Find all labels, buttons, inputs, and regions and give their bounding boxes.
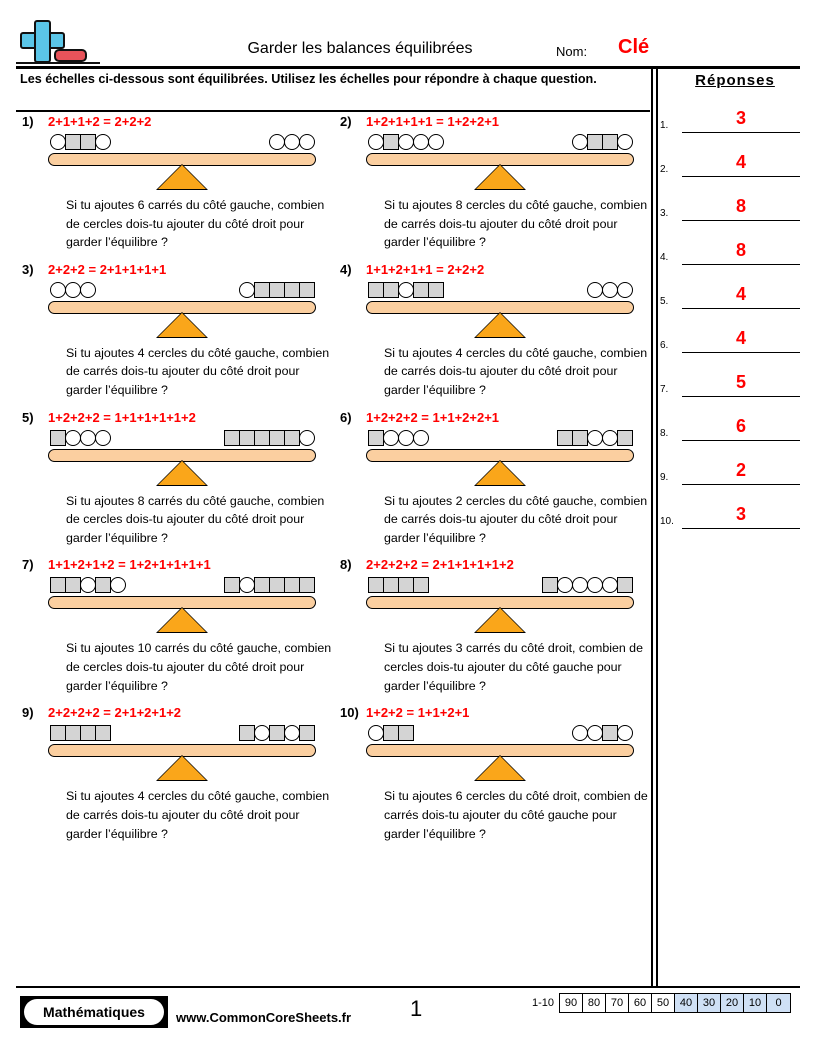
problem-equation: 2+2+2+2 = 2+1+1+1+1+2 <box>366 557 514 573</box>
answer-row <box>660 265 810 309</box>
token-square <box>299 577 315 593</box>
token-square <box>254 430 270 446</box>
fulcrum-icon <box>476 165 524 189</box>
token-circle <box>398 430 414 446</box>
scale-left-tokens <box>50 430 110 446</box>
token-circle <box>239 282 255 298</box>
token-square <box>65 725 81 741</box>
token-square <box>269 725 285 741</box>
token-square <box>239 430 255 446</box>
token-circle <box>602 430 618 446</box>
page-header <box>0 0 816 68</box>
problem-number: 3) <box>22 261 34 277</box>
balance-scale <box>366 725 634 783</box>
problem-equation: 1+2+1+1+1 = 1+2+2+1 <box>366 114 500 129</box>
token-square <box>224 577 240 593</box>
answer-blank-line <box>682 528 800 530</box>
token-square <box>572 430 588 446</box>
fulcrum-icon <box>158 165 206 189</box>
problem-question: Si tu ajoutes 10 carrés du côté gauche, combien de cercles dois-tu ajouter du côté droit pour garder l’équilibre ? <box>66 641 332 693</box>
problem-equation: 1+1+2+1+2 = 1+2+1+1+1+1 <box>48 557 211 573</box>
token-square <box>50 577 66 593</box>
problem-header <box>340 114 652 134</box>
answer-value: 3 <box>735 504 746 524</box>
token-square <box>284 430 300 446</box>
token-square <box>398 577 414 593</box>
site-url: www.CommonCoreSheets.fr <box>176 1010 352 1025</box>
token-circle <box>587 430 603 446</box>
problem <box>334 705 652 843</box>
answer-number: 1. <box>660 120 669 131</box>
token-square <box>269 430 285 446</box>
scale-right-tokens <box>587 282 632 298</box>
token-square <box>299 725 315 741</box>
footer-divider <box>16 986 800 988</box>
token-circle <box>368 725 384 741</box>
scale-right-tokens <box>572 725 632 741</box>
token-square <box>383 577 399 593</box>
token-square <box>602 725 618 741</box>
token-circle <box>254 725 270 741</box>
answer-value: 8 <box>735 240 746 260</box>
problem-row <box>16 262 652 410</box>
scale-right-tokens <box>542 577 632 593</box>
problem-number: 1) <box>22 114 34 129</box>
token-circle <box>239 577 255 593</box>
problem <box>16 557 334 695</box>
score-scale-cell: 50 <box>652 994 675 1012</box>
fulcrum-icon <box>158 461 206 485</box>
token-circle <box>80 282 96 298</box>
answer-number: 7. <box>660 384 669 395</box>
problem-header <box>22 410 334 430</box>
problem-equation: 1+2+2 = 1+1+2+1 <box>366 705 470 721</box>
answer-number: 4. <box>660 252 669 263</box>
problem-question: Si tu ajoutes 4 cercles du côté gauche, combien de carrés dois-tu ajouter du côté droit pour garder l’équilibre ? <box>66 345 330 398</box>
page-number: 1 <box>410 996 423 1021</box>
token-square <box>254 282 270 298</box>
answer-row <box>660 441 810 485</box>
instructions-divider <box>16 110 650 112</box>
brand-badge-label: Mathématiques <box>24 999 164 1025</box>
token-circle <box>110 577 126 593</box>
scale-tokens <box>48 577 316 595</box>
token-circle <box>50 134 66 150</box>
balance-scale <box>366 430 634 488</box>
problem-equation: 2+2+2+2 = 2+1+2+1+2 <box>48 705 182 721</box>
token-square <box>383 134 399 150</box>
plus-vertical-bar <box>34 20 51 63</box>
problem-header <box>22 705 334 725</box>
answer-row <box>660 353 810 397</box>
name-label: Nom: <box>556 44 588 59</box>
answer-row <box>660 133 810 177</box>
token-circle <box>398 282 414 298</box>
balance-scale <box>48 577 316 635</box>
logo-baseline <box>16 62 100 64</box>
token-square <box>299 282 315 298</box>
balance-scale <box>48 725 316 783</box>
token-square <box>383 282 399 298</box>
problem-row <box>16 557 652 705</box>
problem-header <box>22 557 334 577</box>
problem-question: Si tu ajoutes 4 cercles du côté gauche, combien de carrés dois-tu ajouter du côté droit pour garder l’équilibre ? <box>384 345 648 398</box>
token-circle <box>50 282 66 298</box>
scale-left-tokens <box>50 134 110 150</box>
token-circle <box>95 134 111 150</box>
token-circle <box>572 577 588 593</box>
problem-equation: 1+1+2+1+1 = 2+2+2 <box>366 261 485 277</box>
problem-question: Si tu ajoutes 8 cercles du côté gauche, combien de carrés dois-tu ajouter du côté droit pour garder l’équilibre ? <box>384 198 648 250</box>
problem <box>334 114 652 252</box>
token-square <box>269 577 285 593</box>
token-circle <box>80 430 96 446</box>
token-circle <box>80 577 96 593</box>
problem-row <box>16 410 652 558</box>
answers-panel <box>660 66 810 529</box>
scale-tokens <box>48 725 316 743</box>
balance-scale <box>366 282 634 340</box>
token-circle <box>398 134 414 150</box>
problem <box>334 262 652 400</box>
scale-left-tokens <box>368 282 443 298</box>
scale-tokens <box>366 134 634 152</box>
token-square <box>80 134 96 150</box>
problem-question: Si tu ajoutes 3 carrés du côté droit, combien de cercles dois-tu ajouter du côté gauche pour garder l’équilibre ? <box>384 641 643 693</box>
token-circle <box>602 577 618 593</box>
problem-header <box>340 557 652 577</box>
problem-header <box>340 410 652 430</box>
score-scale-cell: 10 <box>744 994 767 1012</box>
problem-question: Si tu ajoutes 6 cercles du côté droit, combien de carrés dois-tu ajouter du côté gauche pour garder l’équilibre ? <box>384 789 648 841</box>
token-square <box>254 577 270 593</box>
answer-value: 4 <box>735 284 746 304</box>
fulcrum-icon <box>476 461 524 485</box>
token-circle <box>269 134 285 150</box>
balance-scale <box>366 134 634 192</box>
scale-left-tokens <box>368 134 443 150</box>
scale-left-tokens <box>50 282 95 298</box>
token-square <box>80 725 96 741</box>
scale-right-tokens <box>224 430 314 446</box>
answer-number: 10. <box>660 516 674 527</box>
token-circle <box>572 134 588 150</box>
token-square <box>50 430 66 446</box>
scale-tokens <box>48 282 316 300</box>
scale-left-tokens <box>368 430 428 446</box>
answer-number: 2. <box>660 164 669 175</box>
problem-equation: 2+1+1+2 = 2+2+2 <box>48 114 152 129</box>
problem <box>16 114 334 252</box>
token-circle <box>617 282 633 298</box>
token-square <box>617 577 633 593</box>
token-circle <box>65 430 81 446</box>
token-circle <box>617 134 633 150</box>
instructions-text: Les échelles ci-dessous sont équilibrées. Utilisez les échelles pour répondre à chaque question. <box>20 72 597 86</box>
scale-right-tokens <box>557 430 632 446</box>
problem-equation: 2+2+2 = 2+1+1+1+1 <box>48 261 167 277</box>
token-circle <box>65 282 81 298</box>
score-scale-cell: 80 <box>583 994 606 1012</box>
fulcrum-icon <box>158 313 206 337</box>
answer-value: 5 <box>735 372 746 392</box>
token-square <box>95 577 111 593</box>
problem-number: 8) <box>340 557 352 573</box>
problem-number: 2) <box>340 114 352 129</box>
token-square <box>413 577 429 593</box>
problems-grid <box>16 114 652 853</box>
problem <box>16 410 334 548</box>
token-square <box>602 134 618 150</box>
token-circle <box>383 430 399 446</box>
scale-tokens <box>366 725 634 743</box>
answer-number: 9. <box>660 472 669 483</box>
token-circle <box>368 134 384 150</box>
answer-row <box>660 89 810 133</box>
answer-value: 3 <box>735 108 746 128</box>
token-circle <box>299 430 315 446</box>
problem-header <box>340 705 652 725</box>
token-square <box>368 282 384 298</box>
answer-row <box>660 485 810 529</box>
token-circle <box>602 282 618 298</box>
problem-question: Si tu ajoutes 8 carrés du côté gauche, combien de cercles dois-tu ajouter du côté droit pour garder l’équilibre ? <box>66 493 325 545</box>
answer-value: 8 <box>735 196 746 216</box>
fulcrum-icon <box>476 756 524 780</box>
answer-number: 5. <box>660 296 669 307</box>
answer-row <box>660 221 810 265</box>
scale-tokens <box>366 577 634 595</box>
fulcrum-icon <box>158 608 206 632</box>
token-square <box>65 577 81 593</box>
scale-right-tokens <box>239 725 314 741</box>
token-circle <box>617 725 633 741</box>
score-scale-cell: 90 <box>560 994 583 1012</box>
scale-tokens <box>48 134 316 152</box>
fulcrum-icon <box>476 608 524 632</box>
token-circle <box>428 134 444 150</box>
balance-scale <box>48 430 316 488</box>
problem-number: 10) <box>340 705 359 721</box>
score-scale-cells <box>559 993 791 1013</box>
problem-number: 6) <box>340 409 352 425</box>
scale-left-tokens <box>368 577 428 593</box>
problem-number: 7) <box>22 557 34 573</box>
token-square <box>398 725 414 741</box>
token-circle <box>587 725 603 741</box>
token-square <box>269 282 285 298</box>
scale-right-tokens <box>269 134 314 150</box>
token-square <box>617 430 633 446</box>
problem-number: 9) <box>22 705 34 721</box>
token-square <box>239 725 255 741</box>
token-square <box>557 430 573 446</box>
token-square <box>383 725 399 741</box>
score-scale-cell: 70 <box>606 994 629 1012</box>
score-scale-cell: 40 <box>675 994 698 1012</box>
answer-row <box>660 177 810 221</box>
problem-row <box>16 705 652 853</box>
token-circle <box>587 577 603 593</box>
token-square <box>284 577 300 593</box>
answer-value: 4 <box>735 328 746 348</box>
token-square <box>50 725 66 741</box>
scale-tokens <box>366 282 634 300</box>
problem <box>334 557 652 695</box>
scale-left-tokens <box>368 725 413 741</box>
token-circle <box>284 725 300 741</box>
page-title: Garder les balances équilibrées <box>247 40 473 57</box>
vertical-divider-right <box>656 66 658 986</box>
score-scale-cell: 30 <box>698 994 721 1012</box>
token-circle <box>572 725 588 741</box>
token-square <box>428 282 444 298</box>
scale-tokens <box>48 430 316 448</box>
problem-question: Si tu ajoutes 6 carrés du côté gauche, combien de cercles dois-tu ajouter du côté droit pour garder l’équilibre ? <box>66 198 325 250</box>
scale-left-tokens <box>50 577 125 593</box>
token-circle <box>299 134 315 150</box>
token-square <box>224 430 240 446</box>
answers-title: Réponses <box>695 72 775 89</box>
token-square <box>65 134 81 150</box>
answer-value: 6 <box>735 416 746 436</box>
plus-minus-icon <box>16 20 100 64</box>
token-circle <box>587 282 603 298</box>
token-square <box>368 577 384 593</box>
fulcrum-icon <box>158 756 206 780</box>
token-circle <box>413 430 429 446</box>
token-circle <box>557 577 573 593</box>
problem <box>16 262 334 400</box>
name-value: Clé <box>618 36 650 58</box>
problem-header <box>22 114 334 134</box>
token-circle <box>284 134 300 150</box>
token-square <box>284 282 300 298</box>
problem-number: 4) <box>340 261 352 277</box>
scale-right-tokens <box>239 282 314 298</box>
answer-row <box>660 309 810 353</box>
score-scale-cell: 60 <box>629 994 652 1012</box>
problem-equation: 1+2+2+2 = 1+1+1+1+1+2 <box>48 409 196 425</box>
token-square <box>368 430 384 446</box>
fulcrum-icon <box>476 313 524 337</box>
answer-value: 2 <box>735 460 746 480</box>
score-scale-cell: 0 <box>767 994 790 1012</box>
token-circle <box>95 430 111 446</box>
balance-scale <box>48 282 316 340</box>
answer-number: 6. <box>660 340 669 351</box>
balance-scale <box>366 577 634 635</box>
problem-equation: 1+2+2+2 = 1+1+2+2+1 <box>366 409 500 425</box>
answers-list <box>660 89 810 529</box>
scale-left-tokens <box>50 725 110 741</box>
problem-header <box>340 262 652 282</box>
answer-row <box>660 397 810 441</box>
score-scale-label: 1-10 <box>532 997 555 1009</box>
token-square <box>413 282 429 298</box>
answer-value: 4 <box>735 152 746 172</box>
problem <box>16 705 334 843</box>
problem-question: Si tu ajoutes 4 cercles du côté gauche, combien de carrés dois-tu ajouter du côté droit pour garder l’équilibre ? <box>66 789 330 841</box>
problem <box>334 410 652 548</box>
scale-tokens <box>366 430 634 448</box>
problem-row <box>16 114 652 262</box>
token-square <box>587 134 603 150</box>
answer-number: 3. <box>660 208 669 219</box>
score-scale-cell: 20 <box>721 994 744 1012</box>
balance-scale <box>48 134 316 192</box>
scale-right-tokens <box>572 134 632 150</box>
scale-right-tokens <box>224 577 314 593</box>
minus-bar <box>54 49 87 62</box>
score-scale <box>532 993 791 1013</box>
problem-question: Si tu ajoutes 2 cercles du côté gauche, combien de carrés dois-tu ajouter du côté droit pour garder l’équilibre ? <box>384 493 648 545</box>
answer-number: 8. <box>660 428 669 439</box>
token-circle <box>413 134 429 150</box>
token-square <box>95 725 111 741</box>
problem-header <box>22 262 334 282</box>
brand-badge <box>20 996 168 1028</box>
problem-number: 5) <box>22 409 34 425</box>
token-square <box>542 577 558 593</box>
